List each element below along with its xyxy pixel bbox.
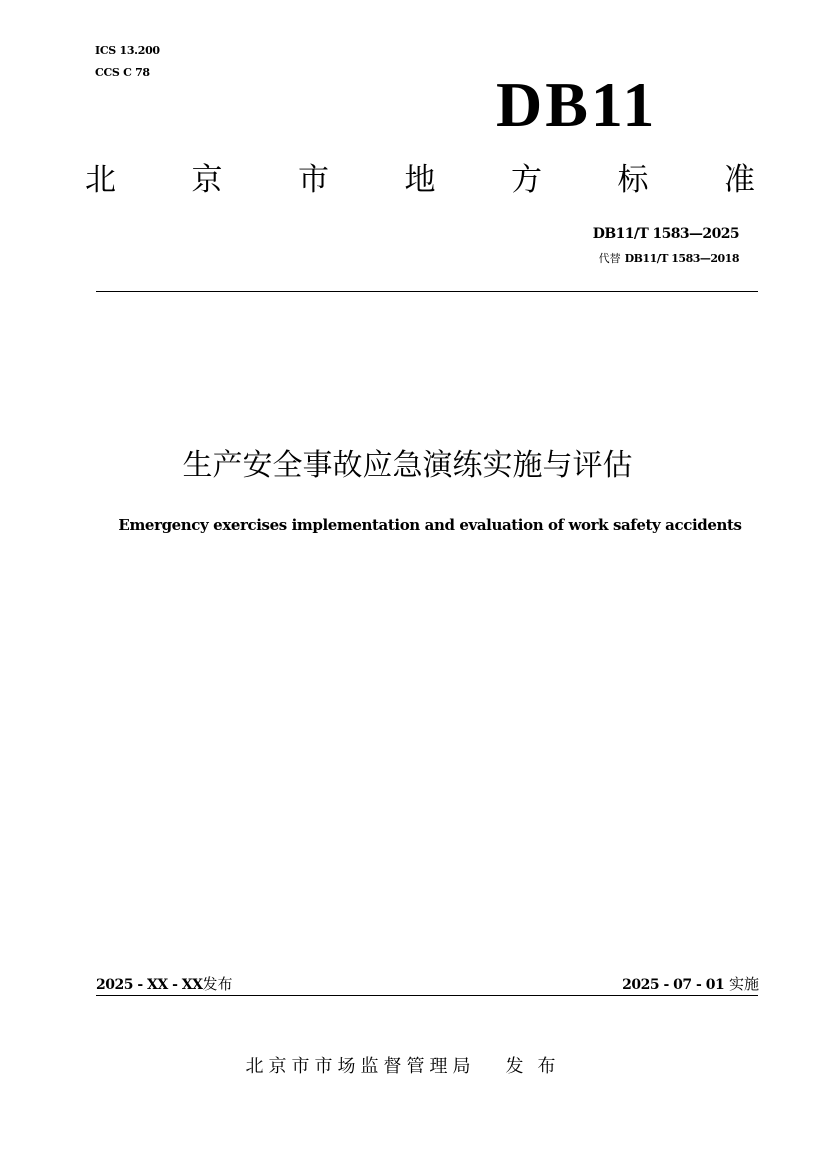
standard-type-char: 地 <box>404 162 436 198</box>
implementation-label: 实施 <box>728 975 759 993</box>
issuer-action: 发布 <box>505 1056 570 1077</box>
header-divider <box>96 291 758 292</box>
standard-number: DB11/T 1583—2025 <box>592 226 739 242</box>
replaces-line <box>599 251 739 267</box>
standard-type-char: 准 <box>724 162 755 198</box>
standard-type-char: 北 <box>85 162 116 198</box>
english-title: Emergency exercises implementation and evaluation of work safety accidents <box>118 516 742 534</box>
ics-code: ICS 13.200 <box>95 44 160 57</box>
issuer-line <box>0 1054 815 1080</box>
footer-divider <box>96 995 758 996</box>
replaces-code: DB11/T 1583—2018 <box>624 252 739 265</box>
implementation-date-line <box>622 974 759 995</box>
standard-logo-code: DB11 <box>496 69 658 140</box>
classification-codes <box>95 40 160 84</box>
issue-date-line <box>96 974 233 995</box>
chinese-title: 生产安全事故应急演练实施与评估 <box>182 448 633 483</box>
standard-type-char: 方 <box>511 162 542 198</box>
standard-type-char: 标 <box>617 162 649 198</box>
ccs-code: CCS C 78 <box>95 66 150 79</box>
replaces-label: 代替 <box>598 252 621 265</box>
standard-type-char: 市 <box>298 162 329 198</box>
implementation-date: 2025 - 07 - 01 <box>622 977 725 993</box>
issue-label: 发布 <box>202 975 233 993</box>
standard-type-heading <box>85 160 755 200</box>
standard-type-char: 京 <box>191 162 223 198</box>
issue-date: 2025 - XX - XX <box>96 977 203 993</box>
issuer-name: 北京市市场监督管理局 <box>245 1056 476 1077</box>
